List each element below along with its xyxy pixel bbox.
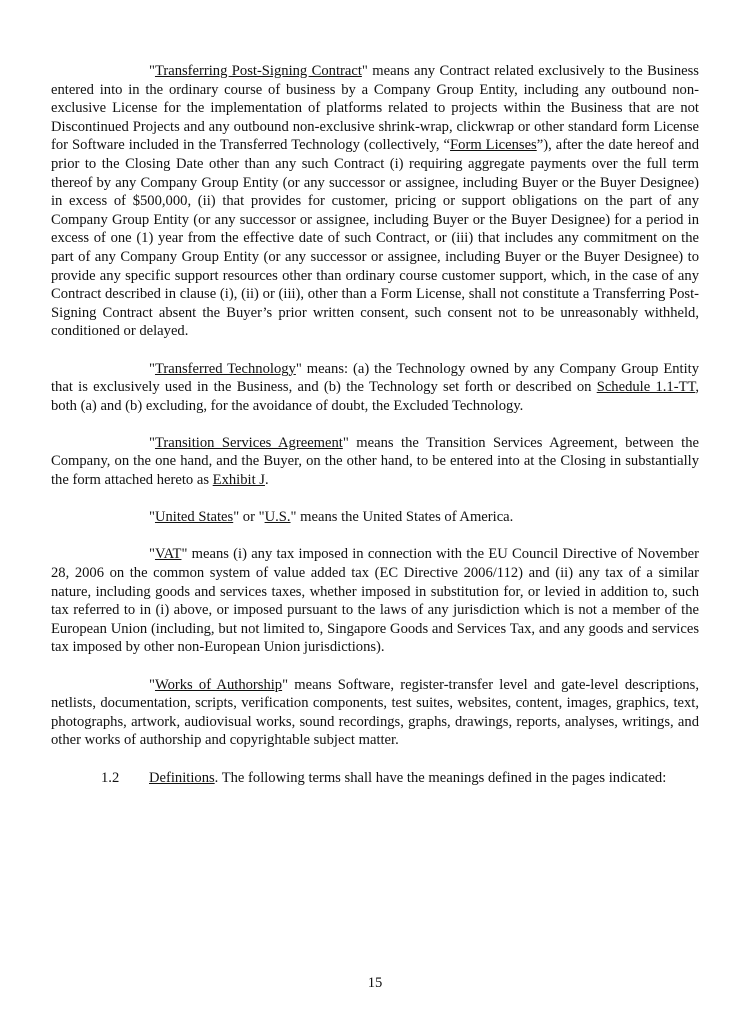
section-title: Definitions: [149, 769, 215, 786]
document-page: [51, 62, 699, 806]
quote: ": [361, 63, 368, 79]
page-number: 15: [367, 975, 383, 991]
definition-text: " means (i) any tax imposed in connection with the EU Council Directive of November 28, 2006 on the common system of value added tax (EC Directive 2006/112) and (ii) any tax of a similar nature, including goods and services taxes, whether imposed in substitution for, or levied in addition to, such tax referred to in (i) above, or imposed pursuant to the laws of any jurisdiction which is not a member of the European Union (including, but not limited to, Singapore Goods and Services Tax, and any goods and services tax imposed by other non-European Union jurisdictions).: [51, 546, 699, 656]
definition-text: .: [264, 472, 269, 489]
defined-term: United States: [154, 509, 234, 526]
definition-text: " means Software, register-transfer level and gate-level descriptions, netlists, documentation, scripts, verification components, test suites, websites, content, images, graphics, text, photographs, artwork, audiovisual works, sound recordings, graphs, drawings, reports, analyses, writings, and other works of authorship and copyrightable subject matter.: [51, 676, 699, 749]
schedule-reference: Schedule 1.1-TT: [596, 379, 696, 396]
definition-text: " means the Transition Services Agreement, between the Company, on the one hand, and the Buyer, on the other hand, to be entered into at the Closing in substantially the form attached hereto as: [51, 434, 699, 489]
definition-vat: [51, 545, 699, 657]
definition-transferring-post-signing-contract: [51, 62, 699, 341]
defined-term: Transition Services Agreement: [154, 434, 343, 451]
section-number: 1.2: [101, 769, 120, 786]
quote: ": [149, 360, 155, 377]
defined-term: VAT: [154, 546, 182, 563]
definition-text: , both (a) and (b) excluding, for the avoidance of doubt, the Excluded Technology.: [51, 379, 699, 414]
definition-text: means any Contract related exclusively to the Business entered into in the ordinary course of business by a Company Group Entity, including any outbound non-exclusive License for the implementation of platforms related to projects within the Business that are not Discontinued Projects and any outbound non-exclusive shrink-wrap, clickwrap or other standard form License for Software included in the Transferred Technology (collectively, “: [51, 63, 699, 154]
defined-term: Works of Authorship: [154, 676, 283, 693]
defined-term: Transferring Post-Signing Contract: [154, 63, 362, 79]
quote: ": [149, 676, 155, 693]
definition-text: ”), after the date hereof and prior to the Closing Date other than any such Contract (i) requiring aggregate payments over the full term thereof by any Company Group Entity (or any successor or assignee, including Buyer or the Buyer Designee) in excess of $500,000, (ii) that provides for customer, pricing or support obligations on the part of any Company Group Entity (or any successor or assignee, including Buyer or the Buyer Designee) for a period in excess of one (1) year from the effective date of such Contract, or (iii) that includes any commitment on the part of any Company Group Entity (or any successor or assignee, including Buyer or the Buyer Designee) to provide any specific support resources other than ordinary course customer support, which, in the case of any Contract described in clause (i), (ii) or (iii), other than a Form License, shall not constitute a Transferring Post-Signing Contract absent the Buyer’s prior written consent, such consent not to be unreasonably withheld, conditioned or delayed.: [51, 137, 699, 340]
defined-term-form-licenses: Form Licenses: [450, 137, 537, 154]
quote: ": [149, 434, 155, 451]
definition-text: " means: (a) the Technology owned by any Company Group Entity that is exclusively used in the Business, and (b) the Technology set forth or described on: [51, 360, 699, 396]
definition-text: " means the United States of America.: [290, 509, 514, 526]
section-1-2: [51, 769, 699, 788]
definition-transferred-technology: [51, 360, 699, 416]
definition-works-of-authorship: [51, 676, 699, 750]
quote: ": [149, 63, 155, 79]
quote: ": [149, 546, 155, 563]
definition-transition-services-agreement: [51, 434, 699, 490]
definition-united-states: [51, 508, 699, 527]
exhibit-reference: Exhibit J: [212, 472, 265, 489]
defined-term-us: U.S.: [264, 509, 291, 526]
defined-term: Transferred Technology: [154, 360, 296, 377]
quote: ": [149, 509, 155, 526]
section-text: . The following terms shall have the meanings defined in the pages indicated:: [214, 769, 667, 786]
definition-text: " or ": [233, 509, 265, 526]
